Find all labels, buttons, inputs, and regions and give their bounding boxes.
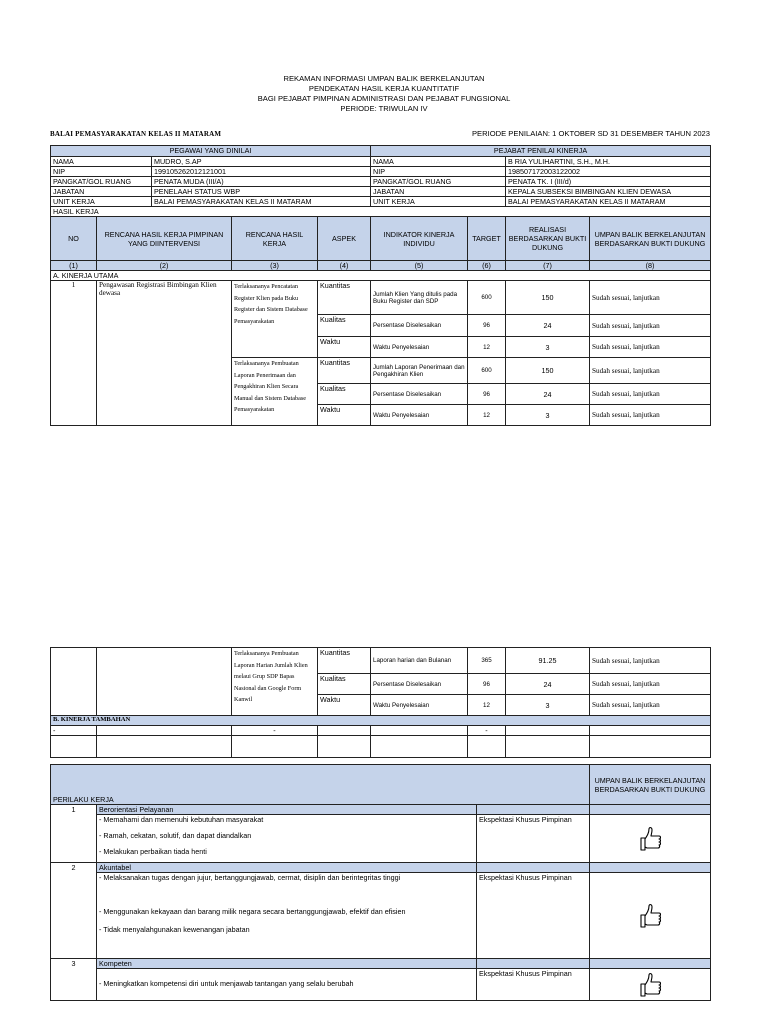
empty-cell [590, 736, 711, 758]
perilaku-point: - Meningkatkan kompetensi diri untuk menjawab tantangan yang selalu berubah [97, 979, 477, 1001]
col-number: (4) [318, 261, 371, 271]
perilaku-title: Kompeten [97, 959, 477, 969]
rhk-cell: Terlaksananya Pembuatan Laporan Harian Jumlah Klien melaui Grup SDP Bapas Nasional dan Google Form Kanwil [232, 648, 318, 716]
col-number: (6) [468, 261, 506, 271]
identity-and-performance-table [50, 145, 711, 426]
perilaku-point: - Ramah, cekatan, solutif, dan dapat diandalkan [97, 831, 477, 847]
rhk-cell: Terlaksananya Pencatatan Register Klien pada Buku Register dan Sistem Database Pemasyarakatan [232, 281, 318, 358]
realisasi-cell: 3 [506, 405, 590, 426]
expectation-cell: Ekspektasi Khusus Pimpinan [477, 873, 590, 959]
aspek-cell: Kuantitas [318, 281, 371, 315]
perilaku-point: - Melakukan perbaikan tiada henti [97, 847, 477, 863]
empty-cell [97, 736, 232, 758]
realisasi-cell: 3 [506, 695, 590, 716]
aspek-cell: Waktu [318, 695, 371, 716]
col-header-rhk: RENCANA HASIL KERJA [232, 217, 318, 261]
empty-cell [506, 736, 590, 758]
indikator-cell: Laporan harian dan Bulanan [371, 648, 468, 674]
realisasi-cell: 24 [506, 674, 590, 695]
thumbs-up-icon [590, 969, 711, 1001]
title-band [477, 805, 590, 815]
perilaku-title: Akuntabel [97, 863, 477, 873]
penilai-value: B RIA YULIHARTINI, S.H., M.H. [506, 157, 711, 167]
target-cell: 12 [468, 695, 506, 716]
target-cell: 12 [468, 405, 506, 426]
col-header-no: NO [51, 217, 97, 261]
pegawai-label: NAMA [51, 157, 152, 167]
pegawai-value: 199105262012121001 [152, 167, 371, 177]
indikator-cell: Persentase Diselesaikan [371, 674, 468, 695]
section-b-rhk: - [232, 726, 318, 736]
section-b-target: - [468, 726, 506, 736]
indikator-cell: Jumlah Laporan Penerimaan dan Pengakhiran Klien [371, 358, 468, 384]
section-b-blank [506, 726, 590, 736]
feedback-cell: Sudah sesuai, lanjutkan [590, 648, 711, 674]
perilaku-umpan-balik-header: UMPAN BALIK BERKELANJUTAN BERDASARKAN BUKTI DUKUNG [590, 765, 711, 805]
feedback-cell: Sudah sesuai, lanjutkan [590, 674, 711, 695]
target-cell: 96 [468, 674, 506, 695]
target-cell: 96 [468, 315, 506, 337]
target-cell: 600 [468, 358, 506, 384]
indikator-cell: Waktu Penyelesaian [371, 695, 468, 716]
penilai-label: NIP [371, 167, 506, 177]
perilaku-point: - Tidak menyalahgunakan kewenangan jabatan [97, 925, 477, 959]
periode-penilaian: PERIODE PENILAIAN: 1 OKTOBER SD 31 DESEMBER TAHUN 2023 [471, 129, 710, 138]
empty-cell [318, 736, 371, 758]
perilaku-title: Berorientasi Pelayanan [97, 805, 477, 815]
col-number: (8) [590, 261, 711, 271]
header-line-4: PERIODE: TRIWULAN IV [340, 104, 428, 113]
indikator-cell: Waktu Penyelesaian [371, 337, 468, 358]
perilaku-kerja-table [50, 764, 711, 1001]
col-header-indikator: INDIKATOR KINERJA INDIVIDU [371, 217, 468, 261]
col-number: (5) [371, 261, 468, 271]
realisasi-cell: 24 [506, 384, 590, 405]
col-header-aspek: ASPEK [318, 217, 371, 261]
perilaku-heading: PERILAKU KERJA [51, 765, 590, 805]
realisasi-cell: 150 [506, 281, 590, 315]
empty-cell [232, 736, 318, 758]
empty-cell [468, 736, 506, 758]
col-number: (7) [506, 261, 590, 271]
penilai-value: BALAI PEMASYARAKATAN KELAS II MATARAM [506, 197, 711, 207]
realisasi-cell: 24 [506, 315, 590, 337]
realisasi-cell: 3 [506, 337, 590, 358]
col-header-target: TARGET [468, 217, 506, 261]
perilaku-point: - Menggunakan kekayaan dan barang milik negara secara bertanggungjawab, efektif dan efisien [97, 899, 477, 925]
title-band [590, 959, 711, 969]
realisasi-cell: 91.25 [506, 648, 590, 674]
indikator-cell: Persentase Diselesaikan [371, 315, 468, 337]
penilai-heading: PEJABAT PENILAI KINERJA [371, 146, 711, 157]
title-band [590, 805, 711, 815]
feedback-cell: Sudah sesuai, lanjutkan [590, 405, 711, 426]
title-band [590, 863, 711, 873]
aspek-cell: Waktu [318, 337, 371, 358]
aspek-cell: Waktu [318, 405, 371, 426]
feedback-cell: Sudah sesuai, lanjutkan [590, 358, 711, 384]
pegawai-label: NIP [51, 167, 152, 177]
title-band [477, 959, 590, 969]
pegawai-label: PANGKAT/GOL RUANG [51, 177, 152, 187]
hasil-kerja-label: HASIL KERJA [51, 207, 711, 217]
expectation-cell: Ekspektasi Khusus Pimpinan [477, 815, 590, 863]
target-cell: 600 [468, 281, 506, 315]
indikator-cell: Persentase Diselesaikan [371, 384, 468, 405]
pegawai-label: UNIT KERJA [51, 197, 152, 207]
pegawai-value: PENELAAH STATUS WBP [152, 187, 371, 197]
pegawai-value: PENATA MUDA (III/A) [152, 177, 371, 187]
col-number: (3) [232, 261, 318, 271]
section-b-blank [590, 726, 711, 736]
header-line-1: REKAMAN INFORMASI UMPAN BALIK BERKELANJUTAN [283, 74, 485, 83]
item-number-blank [51, 648, 97, 716]
indikator-cell: Waktu Penyelesaian [371, 405, 468, 426]
col-header-rhk-pimpinan: RENCANA HASIL KERJA PIMPINAN YANG DIINTERVENSI [97, 217, 232, 261]
perilaku-point: - Melaksanakan tugas dengan jujur, bertanggungjawab, cermat, disiplin dan berintegritas tinggi [97, 873, 477, 899]
feedback-cell: Sudah sesuai, lanjutkan [590, 281, 711, 315]
aspek-cell: Kuantitas [318, 358, 371, 384]
aspek-cell: Kualitas [318, 674, 371, 695]
unit-title: BALAI PEMASYARAKATAN KELAS II MATARAM [50, 130, 222, 138]
feedback-cell: Sudah sesuai, lanjutkan [590, 695, 711, 716]
section-b-label: B. KINERJA TAMBAHAN [51, 716, 711, 726]
target-cell: 96 [468, 384, 506, 405]
pegawai-value: BALAI PEMASYARAKATAN KELAS II MATARAM [152, 197, 371, 207]
expectation-cell: Ekspektasi Khusus Pimpinan [477, 969, 590, 1001]
feedback-cell: Sudah sesuai, lanjutkan [590, 384, 711, 405]
section-b-blank [318, 726, 371, 736]
section-b-blank [97, 726, 232, 736]
penilai-label: JABATAN [371, 187, 506, 197]
aspek-cell: Kualitas [318, 315, 371, 337]
empty-cell [371, 736, 468, 758]
penilai-label: UNIT KERJA [371, 197, 506, 207]
feedback-cell: Sudah sesuai, lanjutkan [590, 315, 711, 337]
perilaku-number: 3 [51, 959, 97, 1001]
penilai-value: PENATA TK. I (III/d) [506, 177, 711, 187]
rhk-cell: Terlaksananya Pembuatan Laporan Penerimaan dan Pengakhiran Klien Secara Manual dan Sistem Database Pemasyarakatan [232, 358, 318, 426]
col-number: (1) [51, 261, 97, 271]
target-cell: 12 [468, 337, 506, 358]
section-b-no: - [51, 726, 97, 736]
item-number: 1 [51, 281, 97, 426]
feedback-cell: Sudah sesuai, lanjutkan [590, 337, 711, 358]
title-band [477, 863, 590, 873]
section-b-blank [371, 726, 468, 736]
col-header-realisasi: REALISASI BERDASARKAN BUKTI DUKUNG [506, 217, 590, 261]
aspek-cell: Kuantitas [318, 648, 371, 674]
indikator-cell: Jumlah Klien Yang ditulis pada Buku Register dan SDP [371, 281, 468, 315]
col-number: (2) [97, 261, 232, 271]
empty-cell [51, 736, 97, 758]
penilai-value: KEPALA SUBSEKSI BIMBINGAN KLIEN DEWASA [506, 187, 711, 197]
perilaku-point: - Memahami dan memenuhi kebutuhan masyarakat [97, 815, 477, 831]
thumbs-up-icon [590, 815, 711, 863]
section-a-label: A. KINERJA UTAMA [51, 271, 711, 281]
pegawai-value: MUDRO, S.AP [152, 157, 371, 167]
penilai-value: 198507172003122002 [506, 167, 711, 177]
rhk-pimpinan-blank [97, 648, 232, 716]
header-line-3: BAGI PEJABAT PIMPINAN ADMINISTRASI DAN PEJABAT FUNGSIONAL [257, 94, 511, 103]
col-header-umpan-balik: UMPAN BALIK BERKELANJUTAN BERDASARKAN BUKTI DUKUNG [590, 217, 711, 261]
perilaku-number: 2 [51, 863, 97, 959]
aspek-cell: Kualitas [318, 384, 371, 405]
target-cell: 365 [468, 648, 506, 674]
rhk-pimpinan-cell: Pengawasan Registrasi Bimbingan Klien dewasa [97, 281, 232, 426]
header-line-2: PENDEKATAN HASIL KERJA KUANTITATIF [308, 84, 460, 93]
continuation-table [50, 647, 711, 758]
document-header [0, 74, 768, 114]
penilai-label: NAMA [371, 157, 506, 167]
pegawai-heading: PEGAWAI YANG DINILAI [51, 146, 371, 157]
penilai-label: PANGKAT/GOL RUANG [371, 177, 506, 187]
perilaku-number: 1 [51, 805, 97, 863]
pegawai-label: JABATAN [51, 187, 152, 197]
perilaku-point-blank [97, 969, 477, 979]
realisasi-cell: 150 [506, 358, 590, 384]
thumbs-up-icon [590, 873, 711, 959]
